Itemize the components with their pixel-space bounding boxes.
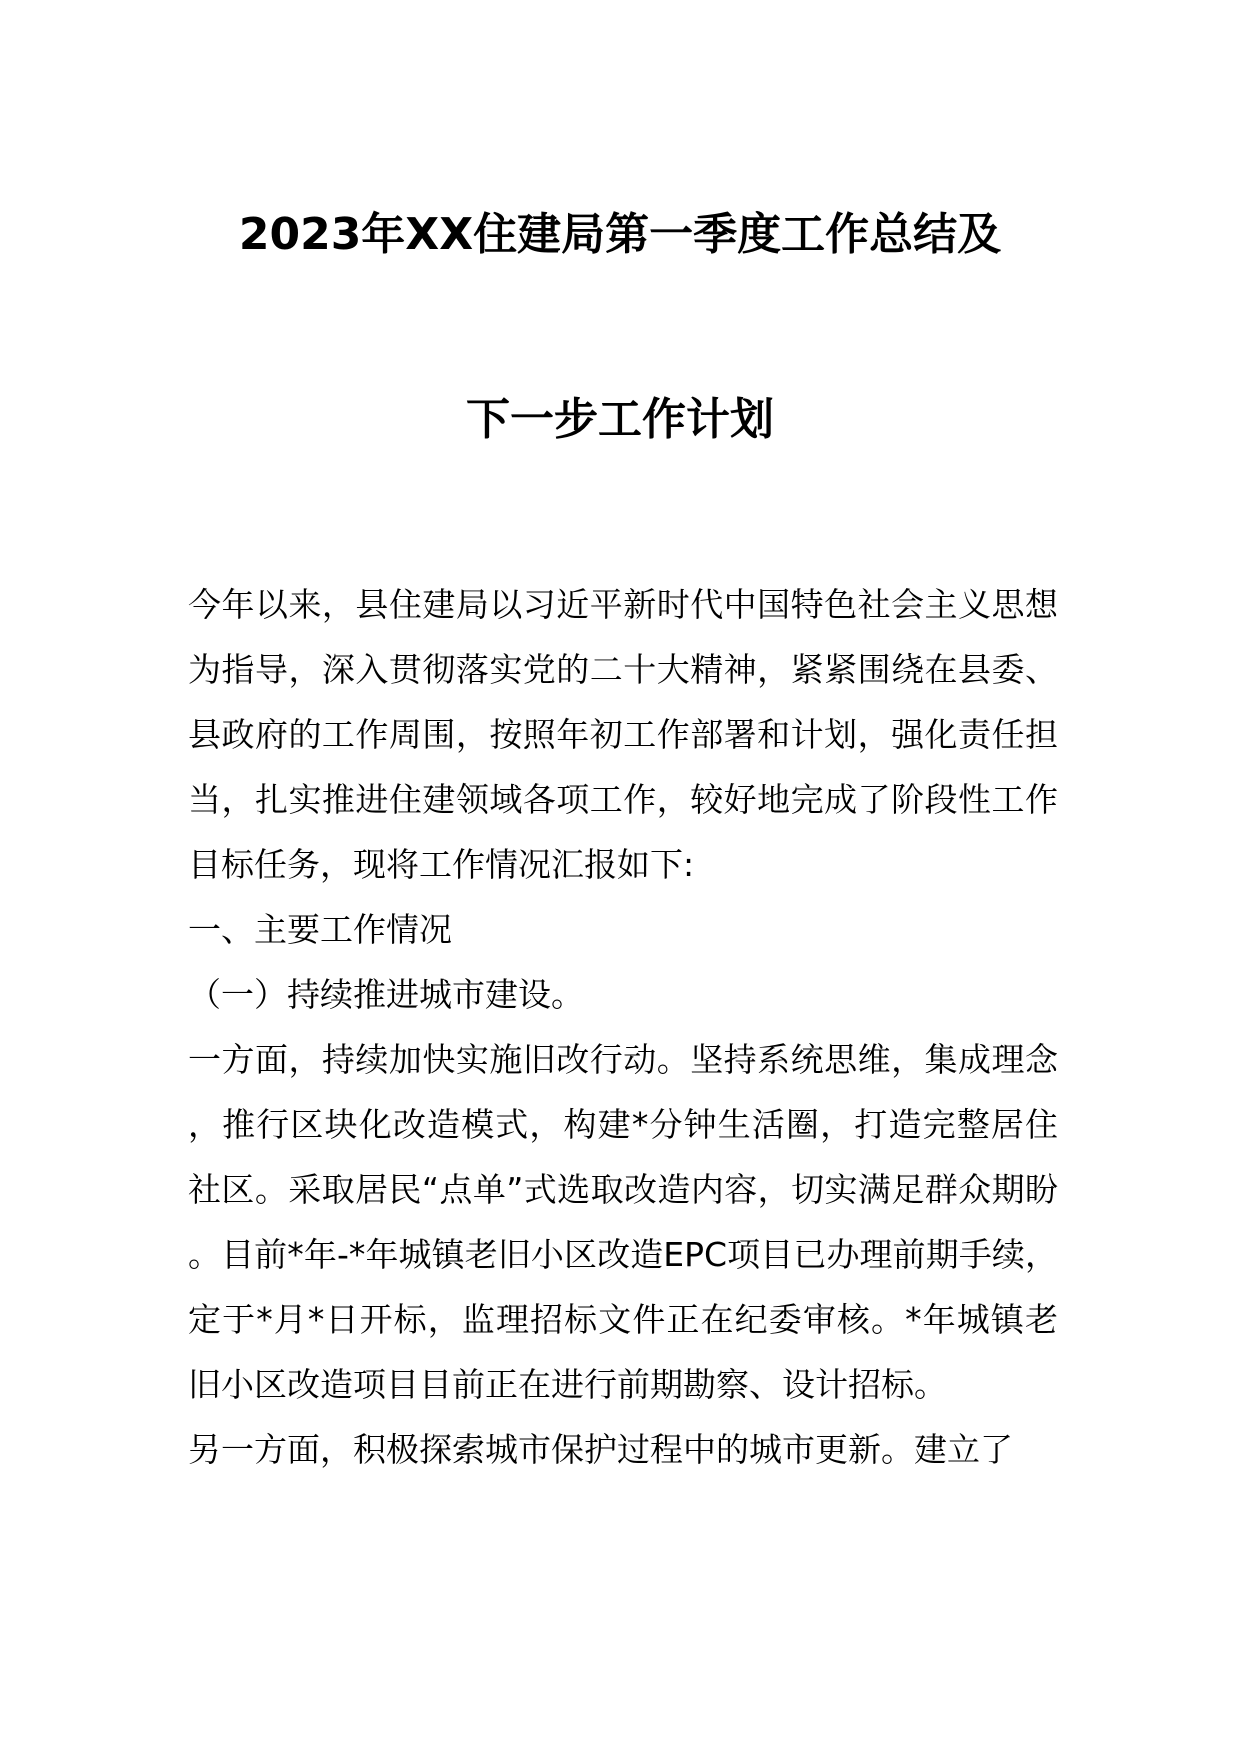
section-heading: 一、主要工作情况 [188,910,452,949]
document-body [188,572,1058,1482]
body-paragraph: 一方面，持续加快实施旧改行动。坚持系统思维，集成理念，推行区块化改造模式，构建*分钟生活圈，打造完整居住社区。采取居民“点单”式选取改造内容，切实满足群众期盼。目前*年-*年城镇老旧小区改造EPC项目已办理前期手续，定于*月*日开标，监理招标文件正在纪委审核。*年城镇老旧小区改造项目目前正在进行前期勘察、设计招标。 [188,1040,1058,1404]
intro-paragraph: 今年以来，县住建局以习近平新时代中国特色社会主义思想为指导，深入贯彻落实党的二十大精神，紧紧围绕在县委、县政府的工作周围，按照年初工作部署和计划，强化责任担当，扎实推进住建领域各项工作，较好地完成了阶段性工作目标任务，现将工作情况汇报如下: [188,585,1058,884]
document-title-line-2: 下一步工作计划 [466,394,774,445]
subsection-heading: （一）持续推进城市建设。 [188,975,584,1014]
document-title-line-1: 2023年XX住建局第一季度工作总结及 [238,209,1002,260]
body-paragraph: 另一方面，积极探索城市保护过程中的城市更新。建立了 [188,1430,1013,1469]
